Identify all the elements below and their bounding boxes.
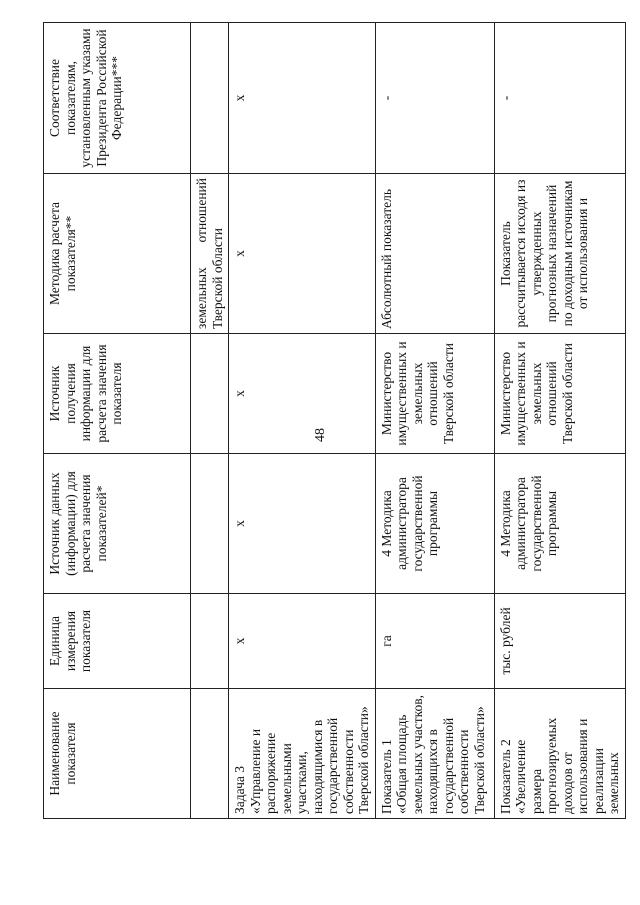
header-data-source: Источник данных (информации) для расчета значения показателей* [44,454,191,594]
row-methodology: х [229,174,376,334]
row-data-source: 4 Методика администратора государственной программы [494,454,625,594]
row-name: Показатель 2 «Увеличение размера прогнозируемых доходов от использования и реализации земельных [494,689,625,819]
row-methodology: Абсолютный показатель [375,174,494,334]
table-row [229,23,376,819]
row-compliance: - [494,23,625,174]
header-info-source: Источник получения информации для расчета значения показателя [44,334,191,454]
table-header-row [44,23,191,819]
row-info-source: х [229,334,376,454]
row-unit: х [229,594,376,689]
row-name: Задача 3 «Управление и распоряжение земельными участками, находящимися в государственной собственности Тверской области» [229,689,376,819]
row-unit: га [375,594,494,689]
row-data-source: х [229,454,376,594]
header-unit: Единица измерения показателя [44,594,191,689]
header-methodology: Методика расчета показателя** [44,174,191,334]
table-row [494,23,625,819]
row-info-source: Министерство имущественных и земельных отношений Тверской области [375,334,494,454]
continuation-methodology: земельных отношений Тверской области [191,174,229,334]
continuation-row [191,23,229,819]
row-data-source: 4 Методика администратора государственной программы [375,454,494,594]
header-indicator-name: Наименование показателя [44,689,191,819]
row-compliance: - [375,23,494,174]
row-unit: тыс. рублей [494,594,625,689]
row-name: Показатель 1 «Общая площадь земельных участков, находящихся в государственной собственности Тверской области» [375,689,494,819]
page-number: 48 [313,428,328,442]
header-compliance: Соответствие показателям, установленным указами Президента Российской Федерации*** [44,23,191,174]
indicators-table [43,22,626,819]
row-info-source: Министерство имущественных и земельных отношений Тверской области [494,334,625,454]
row-methodology: Показатель рассчитывается исходя из утвержденных прогнозных назначений по доходным источникам от использования и [494,174,625,334]
table-row [375,23,494,819]
row-compliance: х [229,23,376,174]
